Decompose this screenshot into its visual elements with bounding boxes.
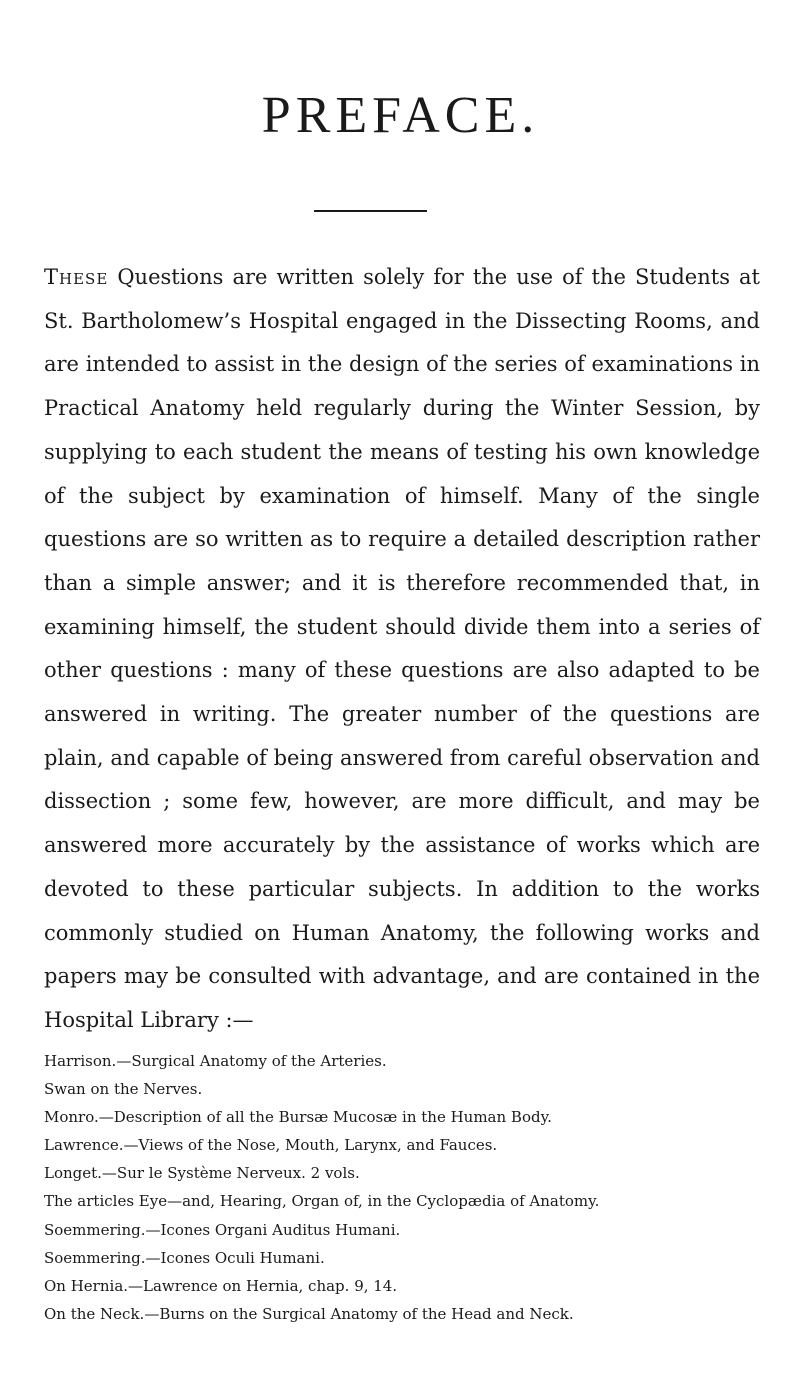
page-title: PREFACE. [261, 87, 540, 144]
paragraph-body-text: Questions are written solely for the use of the Students at St. Bartholomew’s Hospital engaged in the Dissecting Rooms, and are intended to assist in the design of the series of examinations in Practical Anatomy held regularly during the Winter Session, by supplying to each student the means of testing his own knowledge of the subject by examination of himself. Many of the single questions are so written as to require a detailed description rather than a simple answer; and it is therefore recommended that, in examining himself, the student should divide them into a series of other questions : many of these questions are also adapted to be answered in writing. The greater number of the questions are plain, and capable of being answered from careful observation and dissection ; some few, however, are more difficult, and may be answered more accurately by the assistance of works which are devoted to these particular subjects. In addition to the works commonly studied on Human Anatomy, the following works and papers may be consulted with advantage, and are contained in the Hospital Library :— [44, 265, 760, 1032]
reference-item: Longet.—Sur le Système Nerveux. 2 vols. [44, 1164, 360, 1183]
preface-paragraph [44, 256, 760, 1043]
reference-item: On the Neck.—Burns on the Surgical Anatomy of the Head and Neck. [44, 1304, 574, 1323]
reference-list [44, 1047, 760, 1328]
paragraph-lead-word: These [44, 265, 109, 289]
title-divider-rule [314, 210, 427, 212]
reference-item: Monro.—Description of all the Bursæ Mucosæ in the Human Body. [44, 1108, 552, 1127]
reference-item: Harrison.—Surgical Anatomy of the Arteries. [44, 1052, 387, 1070]
reference-item: Swan on the Nerves. [44, 1080, 203, 1099]
reference-item: Lawrence.—Views of the Nose, Mouth, Larynx, and Fauces. [44, 1136, 498, 1155]
reference-item: Soemmering.—Icones Oculi Humani. [44, 1248, 325, 1267]
reference-item: On Hernia.—Lawrence on Hernia, chap. 9, 14. [44, 1276, 398, 1295]
reference-item: The articles Eye—and, Hearing, Organ of, in the Cyclopædia of Anatomy. [44, 1192, 600, 1211]
reference-item: Soemmering.—Icones Organi Auditus Humani. [44, 1220, 401, 1239]
